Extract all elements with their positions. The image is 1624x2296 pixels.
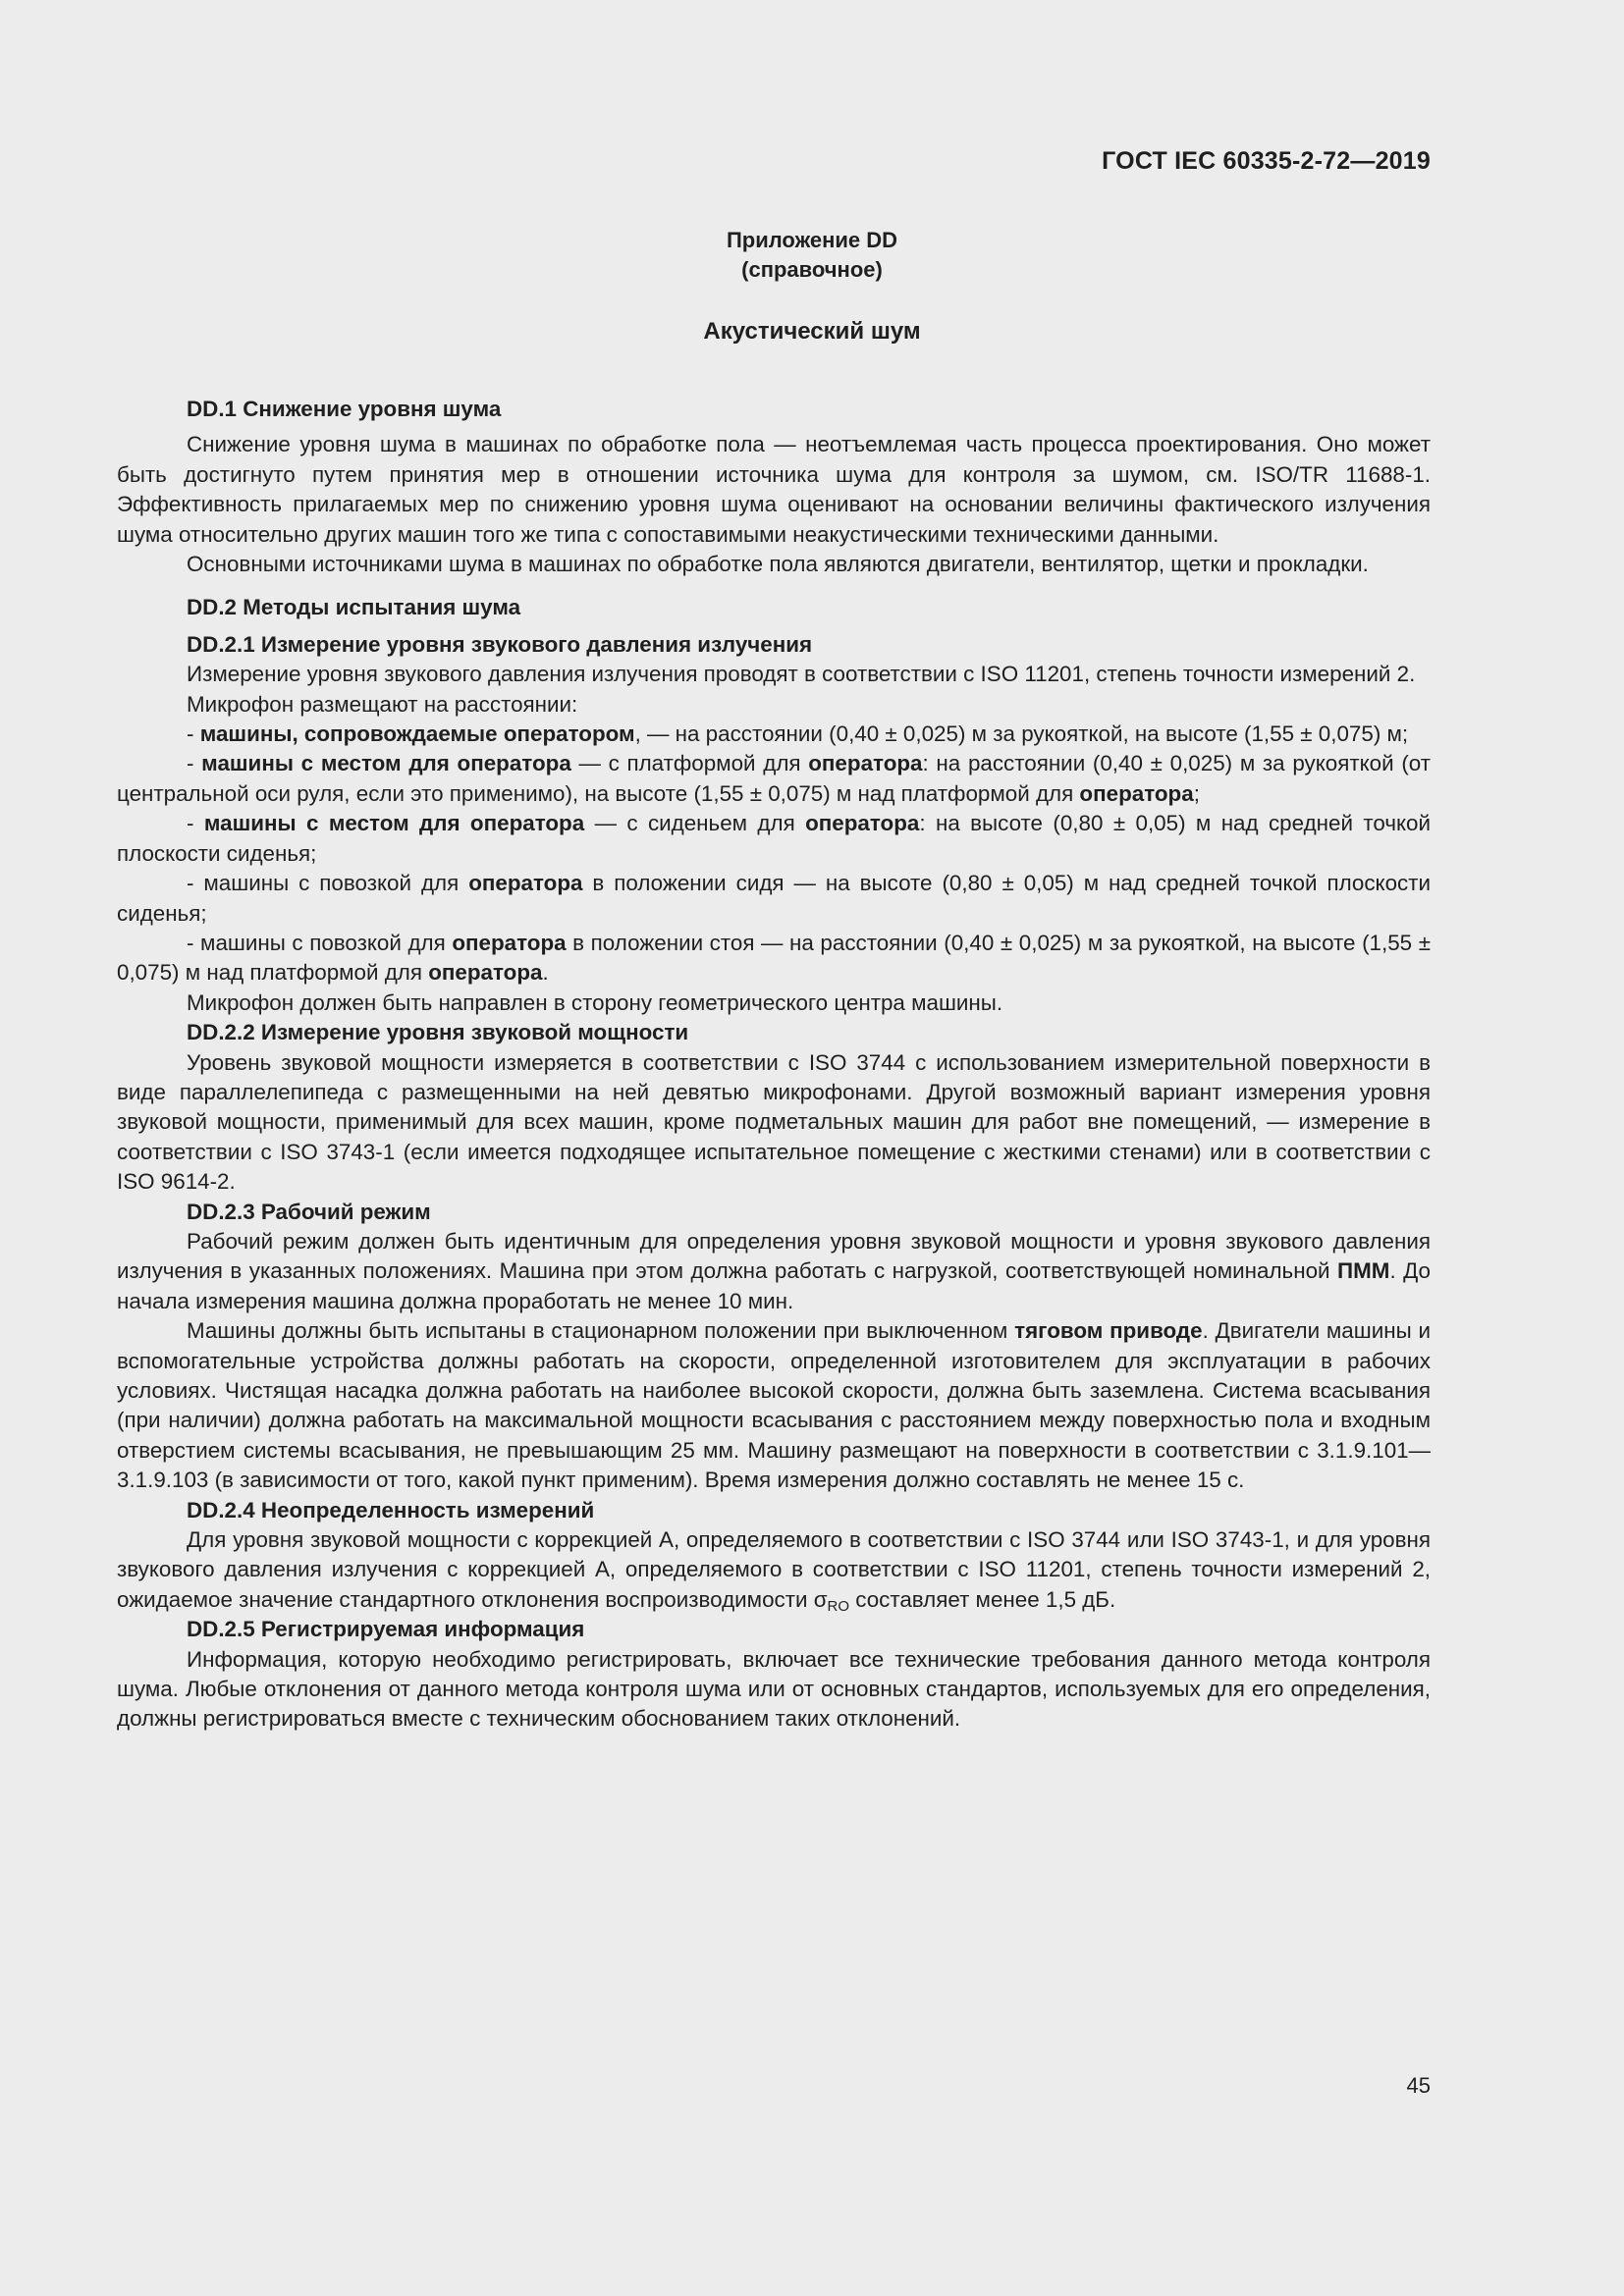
document-body	[117, 395, 1431, 1735]
annex-note: (справочное)	[741, 257, 883, 282]
list-text: — с сиденьем для	[584, 811, 806, 836]
paragraph-text: . До начала измерения машина должна проработать не менее 10 мин.	[117, 1258, 1432, 1313]
section-heading-dd2-1: DD.2.1 Измерение уровня звукового давления излучения	[187, 631, 813, 657]
paragraph-text: Рабочий режим должен быть идентичным для определения уровня звуковой мощности и уровня звукового давления излучения в указанных положениях. Машина при этом должна работать с нагрузкой, соответствующей номинальной	[117, 1228, 1431, 1284]
list-item	[117, 720, 1431, 749]
bold-term: машины, сопровождаемые оператором	[199, 721, 635, 747]
paragraph: Снижение уровня шума в машинах по обработке пола — неотъемлемая часть процесса проектирования. Оно может быть достигнуто путем принятия мер в отношении источника шума для контроля за шумом, см. ISO/TR 11688-1. Эффективность прилагаемых мер по снижению уровня шума оценивают на основании величины фактического излучения шума относительно других машин того же типа с сопоставимыми неакустическими техническими данными.	[117, 432, 1431, 547]
paragraph: Микрофон размещают на расстоянии:	[187, 691, 578, 717]
bold-term: ПММ	[1337, 1258, 1390, 1284]
paragraph-text: Машины должны быть испытаны в стационарном положении при выключенном	[187, 1318, 1015, 1344]
bold-term: оператора	[468, 871, 583, 896]
bold-term: оператора	[428, 960, 543, 986]
paragraph-text: Для уровня звуковой мощности с коррекцией А, определяемого в соответствии с ISO 3744 или ISO 3743-1, и для уровня звукового давления излучения с коррекцией А, определяемого в соответствии с ISO 11201, степень точности измерений 2, ожидаемое значение стандартного отклонения воспроизводимости σ	[117, 1527, 1431, 1612]
bold-term: машины с местом для оператора	[203, 811, 585, 836]
list-text: : на расстоянии (0,40 ± 0,025) м за рукояткой (от центральной оси руля, если это применимо), на высоте (1,55 ± 0,075) м над платформой для	[117, 751, 1431, 806]
list-item	[117, 929, 1431, 988]
list-text: — с платформой для	[570, 751, 809, 776]
list-text: ;	[1193, 780, 1200, 806]
paragraph	[117, 1316, 1431, 1495]
paragraph-text: составляет менее 1,5 дБ.	[849, 1586, 1116, 1612]
bold-term: машины с местом для оператора	[201, 751, 571, 776]
document-code: ГОСТ IEC 60335-2-72—2019	[1102, 147, 1431, 175]
list-dash: -	[187, 751, 202, 776]
paragraph: Микрофон должен быть направлен в сторону геометрического центра машины.	[187, 989, 1003, 1015]
section-heading-dd1: DD.1 Снижение уровня шума	[187, 397, 502, 421]
list-text: в положении сидя — на высоте (0,80 ± 0,05) м над средней точкой плоскости сиденья;	[117, 871, 1431, 926]
section-heading-dd2-2: DD.2.2 Измерение уровня звуковой мощности	[187, 1020, 689, 1045]
annex-title: Приложение DD	[726, 228, 898, 252]
list-text: - машины с повозкой для	[187, 871, 469, 896]
list-text: .	[542, 960, 549, 986]
list-text: - машины с повозкой для	[187, 930, 453, 955]
list-dash: -	[187, 811, 204, 836]
section-heading-dd2-4: DD.2.4 Неопределенность измерений	[187, 1497, 595, 1522]
paragraph: Основными источниками шума в машинах по обработке пола являются двигатели, вентилятор, щетки и прокладки.	[187, 552, 1369, 577]
paragraph: Измерение уровня звукового давления излучения проводят в соответствии с ISO 11201, степень точности измерений 2.	[187, 662, 1416, 687]
section-heading-dd2-5: DD.2.5 Регистрируемая информация	[187, 1617, 585, 1642]
list-dash: -	[187, 721, 200, 747]
paragraph-text: . Двигатели машины и вспомогательные устройства должны работать на скорости, определенной изготовителем для эксплуатации в рабочих условиях. Чистящая насадка должна работать на наиболее высокой скорости, должна быть заземлена. Система всасывания (при наличии) должна работать на максимальной мощности всасывания с расстоянием между поверхностью пола и входным отверстием системы всасывания, не превышающим 25 мм. Машину размещают на поверхности в соответствии с 3.1.9.101—3.1.9.103 (в зависимости от того, какой пункт применим). Время измерения должно составлять не менее 15 с.	[117, 1318, 1431, 1493]
bold-term: оператора	[452, 930, 567, 955]
list-text: : на высоте (0,80 ± 0,05) м над средней точкой плоскости сиденья;	[117, 811, 1431, 866]
annex-subject: Акустический шум	[703, 318, 921, 345]
list-text: в положении стоя — на расстоянии (0,40 ± 0,025) м за рукояткой, на высоте (1,55 ± 0,075) м над платформой для	[117, 930, 1431, 986]
bold-term: оператора	[1079, 780, 1194, 806]
paragraph: Уровень звуковой мощности измеряется в соответствии с ISO 3744 с использованием измерительной поверхности в виде параллелепипеда с размещенными на ней девятью микрофонами. Другой возможный вариант измерения уровня звуковой мощности, применимый для всех машин, кроме подметальных машин для работ вне помещений, — измерение в соответствии с ISO 3743-1 (если имеется подходящее испытательное помещение с жесткими стенами) или в соответствии с ISO 9614-2.	[117, 1049, 1431, 1195]
list-text: , — на расстоянии (0,40 ± 0,025) м за рукояткой, на высоте (1,55 ± 0,075) м;	[634, 721, 1409, 747]
paragraph	[117, 1525, 1431, 1615]
paragraph	[117, 1227, 1431, 1316]
page-number: 45	[1406, 2073, 1431, 2098]
bold-term: оператора	[808, 751, 923, 776]
section-heading-dd2: DD.2 Методы испытания шума	[187, 595, 521, 620]
bold-term: тяговом приводе	[1014, 1318, 1203, 1344]
paragraph: Информация, которую необходимо регистрировать, включает все технические требования данного метода контроля шума. Любые отклонения от данного метода контроля шума или от основных стандартов, используемых для его определения, должны регистрироваться вместе с техническим обоснованием таких отклонений.	[117, 1646, 1431, 1732]
list-item	[117, 749, 1431, 809]
bold-term: оператора	[805, 811, 920, 836]
subscript: RO	[827, 1597, 850, 1615]
section-heading-dd2-3: DD.2.3 Рабочий режим	[187, 1199, 431, 1224]
list-item	[117, 869, 1431, 929]
list-item	[117, 809, 1431, 869]
